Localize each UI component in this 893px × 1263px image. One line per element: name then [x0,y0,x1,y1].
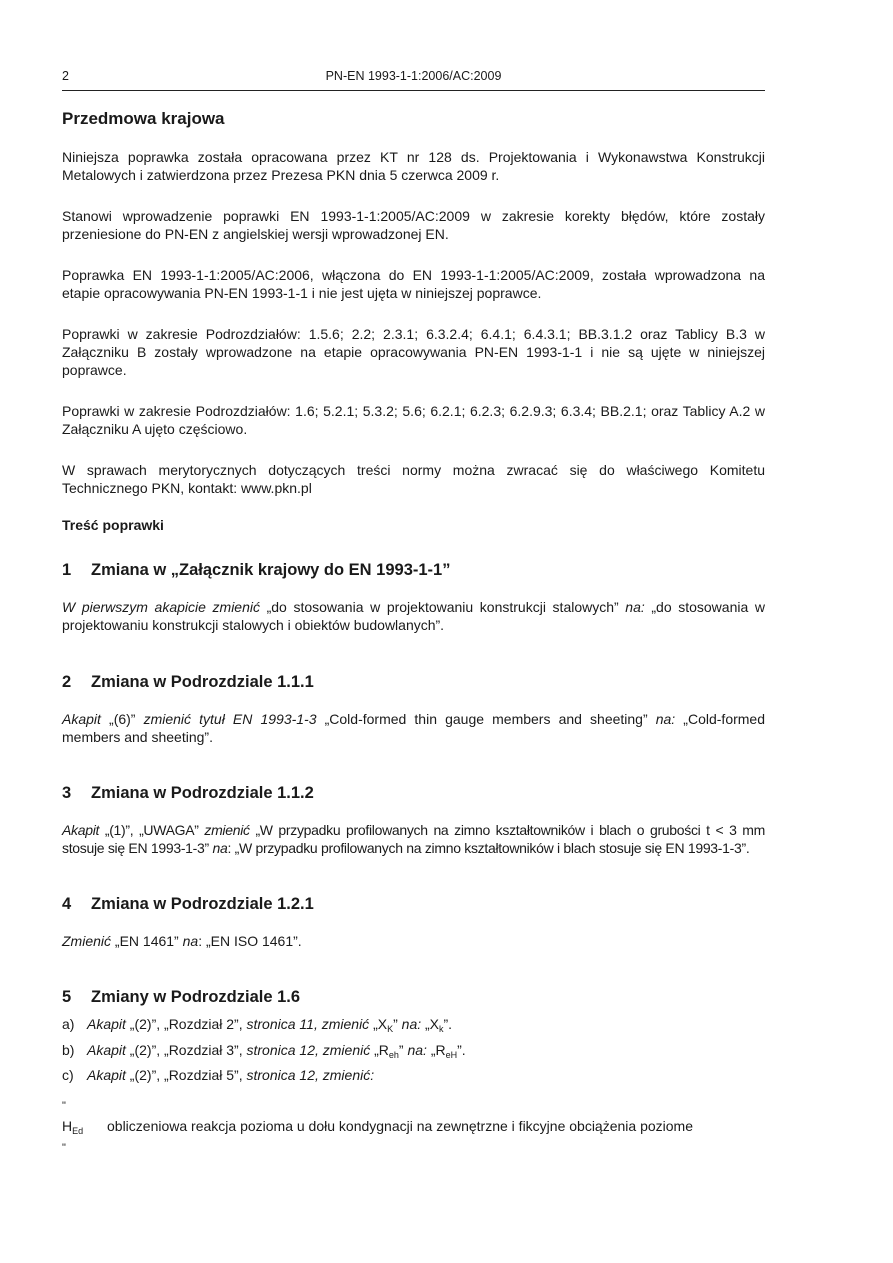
new-symbol: „R [426,1042,446,1058]
paragraph-ref: „(1)”, „UWAGA” [99,822,205,838]
na-word: na: [401,1016,422,1032]
list-item-a [62,1015,452,1038]
na-word: na: [625,599,645,615]
list-item-c [62,1066,374,1084]
contact-text: W sprawach merytorycznych dotyczących treści normy można zwracać się do właściwego Komitetu Technicznego PKN, kontakt: [62,462,765,496]
page-number: 2 [62,69,69,83]
section-1-heading [62,560,765,580]
instruction: Akapit [87,1067,126,1083]
section-title: Zmiana w „Załącznik krajowy do EN 1993-1-1” [91,561,451,579]
new-text: „do stosowania w projektowaniu konstrukcji stalowych i obiektów budowlanych”. [62,599,765,633]
old-subscript: K [387,1024,394,1034]
instruction: stronica 12, zmienić: [246,1067,375,1083]
old-subscript: eh [388,1050,399,1060]
preface-paragraph: Stanowi wprowadzenie poprawki EN 1993-1-1:2005/AC:2009 w zakresie korekty błędów, które zostały przeniesione do PN-EN z angielskiej wersji wprowadzonej EN. [62,208,765,242]
section-title: Zmiana w Podrozdziale 1.2.1 [91,895,314,913]
instruction: zmienić [204,822,250,838]
quote-close: ” [393,1016,402,1032]
old-text: „W przypadku profilowanych na zimno kształtowników i blach o grubości t < 3 mm stosuje się EN 1993-1-3” [62,822,765,856]
instruction: stronica 12, zmienić [246,1042,371,1058]
paragraph-ref: „(6)” [100,711,144,727]
old-text: „Cold-formed thin gauge members and sheeting” [316,711,656,727]
instruction: zmienić tytuł EN 1993-1-3 [143,711,317,727]
opening-quote: " [62,1100,66,1112]
section-5-heading [62,987,765,1007]
section-number: 2 [62,673,72,691]
na-word: na: [407,1042,427,1058]
instruction: Akapit [62,822,100,838]
running-header [62,68,765,91]
na-word: na [182,933,199,949]
list-item-b [62,1041,466,1064]
preface-contact [62,461,765,497]
section-1-body [62,598,765,634]
preface-paragraph: Poprawki w zakresie Podrozdziałów: 1.5.6; 2.2; 2.3.1; 6.3.2.4; 6.4.1; 6.4.3.1; BB.3.1.2 oraz Tablicy B.3 w Załączniku B zostały wprowadzone na etapie opracowywania PN-EN 1993-1-1 i nie są ujęte w niniejszej poprawce. [62,326,765,378]
quote-close: ”. [457,1042,466,1058]
paragraph-ref: „(2)”, „Rozdział 3”, [125,1042,247,1058]
definition-symbol [62,1117,107,1140]
paragraph-ref: „(2)”, „Rozdział 5”, [125,1067,247,1083]
section-title: Zmiana w Podrozdziale 1.1.2 [91,784,314,802]
na-word: na [212,840,228,856]
instruction: Akapit [87,1042,126,1058]
standard-reference: PN-EN 1993-1-1:2006/AC:2009 [325,69,502,83]
instruction: Zmienić [62,933,112,949]
preface-paragraph: Niniejsza poprawka została opracowana przez KT nr 128 ds. Projektowania i Wykonawstwa Konstrukcji Metalowych i zatwierdzona przez Prezesa PKN dnia 5 czerwca 2009 r. [62,149,765,183]
section-title: Zmiany w Podrozdziale 1.6 [91,988,301,1006]
new-text: : „W przypadku profilowanych na zimno kształtowników i blach stosuje się EN 1993-1-3”. [227,840,750,856]
section-2-heading [62,672,765,692]
old-text: „EN 1461” [111,933,183,949]
symbol-letter: H [62,1118,73,1134]
pkn-website-link[interactable]: www.pkn.pl [241,480,312,496]
preface-title: Przedmowa krajowa [62,109,225,128]
document-content [62,108,765,1154]
section-3-body [62,821,765,857]
symbol-definition [62,1117,765,1140]
section-2-body [62,710,765,746]
new-text: : „EN ISO 1461”. [198,933,302,949]
list-label: c) [62,1067,74,1083]
instruction: stronica 11, zmienić [246,1016,370,1032]
section-number: 1 [62,561,72,579]
new-text: „Cold-formed members and sheeting”. [62,711,765,745]
section-3-heading [62,783,765,803]
old-symbol: „X [369,1016,388,1032]
section-number: 4 [62,895,72,913]
list-label: a) [62,1016,75,1032]
preface-paragraphs [62,148,765,497]
old-text: „do stosowania w projektowaniu konstrukcji stalowych” [259,599,626,615]
quote-close: ”. [443,1016,453,1032]
section-number: 5 [62,988,72,1006]
list-label: b) [62,1042,75,1058]
new-subscript: eH [445,1050,458,1060]
new-subscript: k [439,1024,444,1034]
section-4-heading [62,894,765,914]
symbol-subscript: Ed [72,1126,84,1136]
section-title: Zmiana w Podrozdziale 1.1.1 [91,673,314,691]
instruction: W pierwszym akapicie zmienić [62,599,260,615]
definition-text: obliczeniowa reakcja pozioma u dołu kondygnacji na zewnętrzne i fikcyjne obciążenia poziome [107,1118,693,1134]
section-number: 3 [62,784,72,802]
paragraph-ref: „(2)”, „Rozdział 2”, [125,1016,247,1032]
preface-paragraph: Poprawki w zakresie Podrozdziałów: 1.6; 5.2.1; 5.3.2; 5.6; 6.2.1; 6.2.3; 6.2.9.3; 6.3.4; BB.2.1; oraz Tablicy A.2 w Załączniku A ujęto częściowo. [62,403,765,437]
new-symbol: „X [421,1016,440,1032]
section-4-body [62,932,765,950]
old-symbol: „R [370,1042,389,1058]
instruction: Akapit [62,711,101,727]
quote-close: ” [398,1042,408,1058]
na-word: na: [655,711,676,727]
instruction: Akapit [87,1016,126,1032]
closing-quote: " [62,1142,66,1154]
preface-paragraph: Poprawka EN 1993-1-1:2005/AC:2006, włączona do EN 1993-1-1:2005/AC:2009, została wprowadzona na etapie opracowywania PN-EN 1993-1-1 i nie jest ujęta w niniejszej poprawce. [62,267,765,301]
amendment-body-title: Treść poprawki [62,517,164,533]
